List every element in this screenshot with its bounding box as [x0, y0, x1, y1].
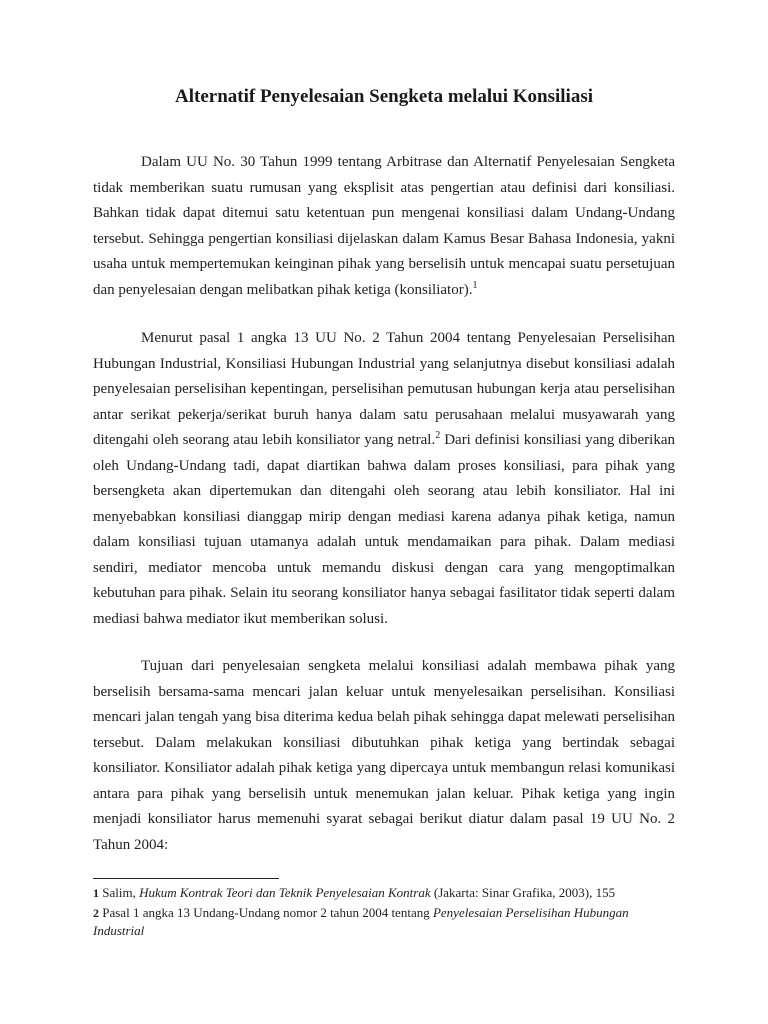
footnote-ref-2[interactable]: 2 [435, 430, 441, 441]
paragraph-2-text-b: Dari definisi konsiliasi yang diberikan oleh Undang-Undang tadi, dapat diartikan bahwa dalam proses konsiliasi, para pihak yang bersengketa akan dipertemukan dan ditengahi oleh seorang atau lebih konsiliator. Hal ini menyebabkan konsiliasi dianggap mirip dengan mediasi karena adanya pihak ketiga, namun dalam konsiliasi tujuan utamanya adalah untuk mendamaikan para pihak. Dalam mediasi sendiri, mediator mencoba untuk memandu diskusi dengan cara yang mengoptimalkan kebutuhan para pihak. Selain itu seorang konsiliator hanya sebagai fasilitator tidak seperti dalam mediasi bahwa mediator ikut memberikan solusi. [93, 432, 676, 627]
paragraph-1 [93, 150, 675, 303]
footnote-divider [93, 878, 279, 879]
footnote-2-pre: Pasal 1 angka 13 Undang-Undang nomor 2 tahun 2004 tentang [99, 905, 433, 920]
paragraph-2 [93, 326, 675, 632]
footnote-1 [93, 884, 675, 902]
paragraph-2-text-a: Menurut pasal 1 angka 13 UU No. 2 Tahun 2004 tentang Penyelesaian Perselisihan Hubungan Industrial, Konsiliasi Hubungan Industrial yang selanjutnya disebut konsiliasi adalah penyelesaian perselisihan kepentingan, perselisihan pemutusan hubungan kerja atau perselisihan antar serikat pekerja/serikat buruh hanya dalam satu perusahaan melalui musyawarah yang ditengahi oleh seorang atau lebih konsiliator yang netral. [93, 330, 675, 448]
footnote-1-post: (Jakarta: Sinar Grafika, 2003), 155 [430, 885, 616, 900]
footnote-2-title: Penyelesaian Perselisihan Hubungan Industrial [93, 905, 629, 938]
footnote-1-number: 1 [93, 886, 99, 900]
document-title: Alternatif Penyelesaian Sengketa melalui Konsiliasi [175, 86, 593, 107]
footnote-ref-1[interactable]: 1 [472, 279, 478, 291]
footnote-1-title: Hukum Kontrak Teori dan Teknik Penyelesaian Kontrak [139, 885, 431, 900]
footnote-1-pre: Salim, [99, 885, 140, 900]
paragraph-3: Tujuan dari penyelesaian sengketa melalui konsiliasi adalah membawa pihak yang berselisih bersama-sama mencari jalan keluar untuk menyelesaikan perselisihan. Konsiliasi mencari jalan tengah yang bisa diterima kedua belah pihak sehingga dapat melewati perselisihan tersebut. Dalam melakukan konsiliasi dibutuhkan pihak ketiga yang bertindak sebagai konsiliator. Konsiliator adalah pihak ketiga yang dipercaya untuk membangun relasi komunikasi antara para pihak yang berselisih untuk menemukan jalan keluar. Pihak ketiga yang ingin menjadi konsiliator harus memenuhi syarat sebagai berikut diatur dalam pasal 19 UU No. 2 Tahun 2004: [93, 658, 675, 853]
footnote-2 [93, 904, 675, 940]
footnote-2-number: 2 [93, 906, 99, 920]
paragraph-1-text: Dalam UU No. 30 Tahun 1999 tentang Arbitrase dan Alternatif Penyelesaian Sengketa tidak memberikan suatu rumusan yang eksplisit atas pengertian atau definisi dari konsiliasi. Bahkan tidak dapat ditemui satu ketentuan pun mengenai konsiliasi dalam Undang-Undang tersebut. Sehingga pengertian konsiliasi dijelaskan dalam Kamus Besar Bahasa Indonesia, yakni usaha untuk mempertemukan keinginan pihak yang berselisih untuk mencapai suatu persetujuan dan penyelesaian dengan melibatkan pihak ketiga (konsiliator). [93, 154, 675, 298]
